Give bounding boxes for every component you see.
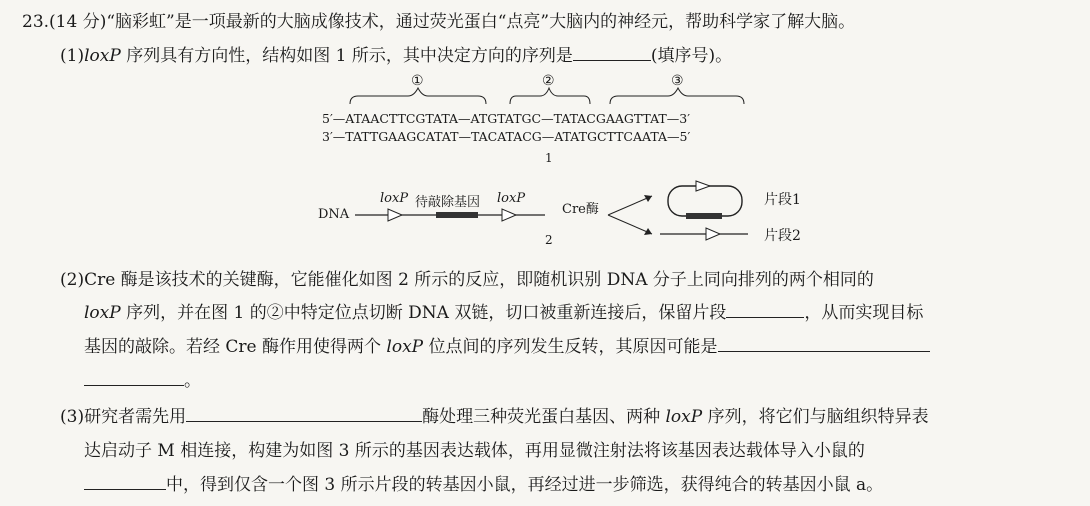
part3-line-2: 达启动子 M 相连接，构建为如图 3 所示的基因表达载体，再用显微注射法将该基因表达载体导入小鼠的	[84, 441, 865, 461]
part2-line-1: (2)Cre 酶是该技术的关键酶，它能催化如图 2 所示的反应，即随机识别 DNA 分子上同向排列的两个相同的	[60, 270, 874, 290]
answer-blank-2[interactable]	[726, 303, 804, 318]
part1-line: (1)loxP 序列具有方向性，结构如图 1 所示，其中决定方向的序列是 (填序号)。	[60, 46, 733, 66]
loxp-right-arrow	[502, 209, 516, 221]
part3-line-3: 中，得到仅含一个图 3 所示片段的转基因小鼠，再经过进一步筛选，获得纯合的转基因小鼠 a。	[84, 470, 883, 495]
answer-blank-4[interactable]	[186, 407, 422, 422]
answer-blank-3[interactable]	[718, 337, 930, 352]
fragment-1-label: 片段1	[764, 192, 801, 208]
part2-line-4: 。	[84, 366, 201, 391]
answer-blank-1[interactable]	[573, 46, 651, 61]
bottom-strand: 3′—TATTGAAGCATAT—TACATACG—ATATGCTTCAATA—5′	[322, 129, 691, 144]
target-gene-label: 待敲除基因	[415, 195, 481, 210]
fragment-2-arrow	[706, 228, 720, 240]
loxp-right-label: loxP	[497, 191, 526, 206]
region-label-2: ②	[542, 73, 555, 89]
fragment-2-label: 片段2	[764, 228, 801, 244]
figure-1-caption: 1	[545, 151, 553, 165]
top-strand: 5′—ATAACTTCGTATA—ATGTATGC—TATACGAAGTTAT—3′	[322, 111, 691, 126]
figure-2-caption: 2	[545, 233, 553, 247]
part3-line-1: (3)研究者需先用 酶处理三种荧光蛋白基因、两种 loxP 序列，将它们与脑组织特异表	[60, 407, 929, 427]
part2-line-2: loxP 序列，并在图 1 的②中特定位点切断 DNA 双链，切口被重新连接后，保留片段 ，从而实现目标	[84, 303, 924, 323]
question-header: 23.(14 分)“脑彩虹”是一项最新的大脑成像技术，通过荧光蛋白“点亮”大脑内的神经元，帮助科学家了解大脑。	[22, 12, 856, 32]
figure-2-diagram	[0, 180, 1090, 260]
target-gene-bar	[436, 212, 478, 218]
region-label-3: ③	[671, 73, 684, 89]
answer-blank-5[interactable]	[84, 475, 166, 490]
part2-line-3: 基因的敲除。若经 Cre 酶作用使得两个 loxP 位点间的序列发生反转，其原因可能是	[84, 332, 930, 357]
answer-blank-3-cont[interactable]	[84, 371, 184, 386]
region-label-1: ①	[411, 73, 424, 89]
loxp-left-label: loxP	[380, 191, 409, 206]
loxp-left-arrow	[388, 209, 402, 221]
dna-label: DNA	[318, 207, 350, 222]
cre-enzyme-label: Cre酶	[562, 202, 599, 217]
fragment-1-circle	[668, 186, 742, 216]
